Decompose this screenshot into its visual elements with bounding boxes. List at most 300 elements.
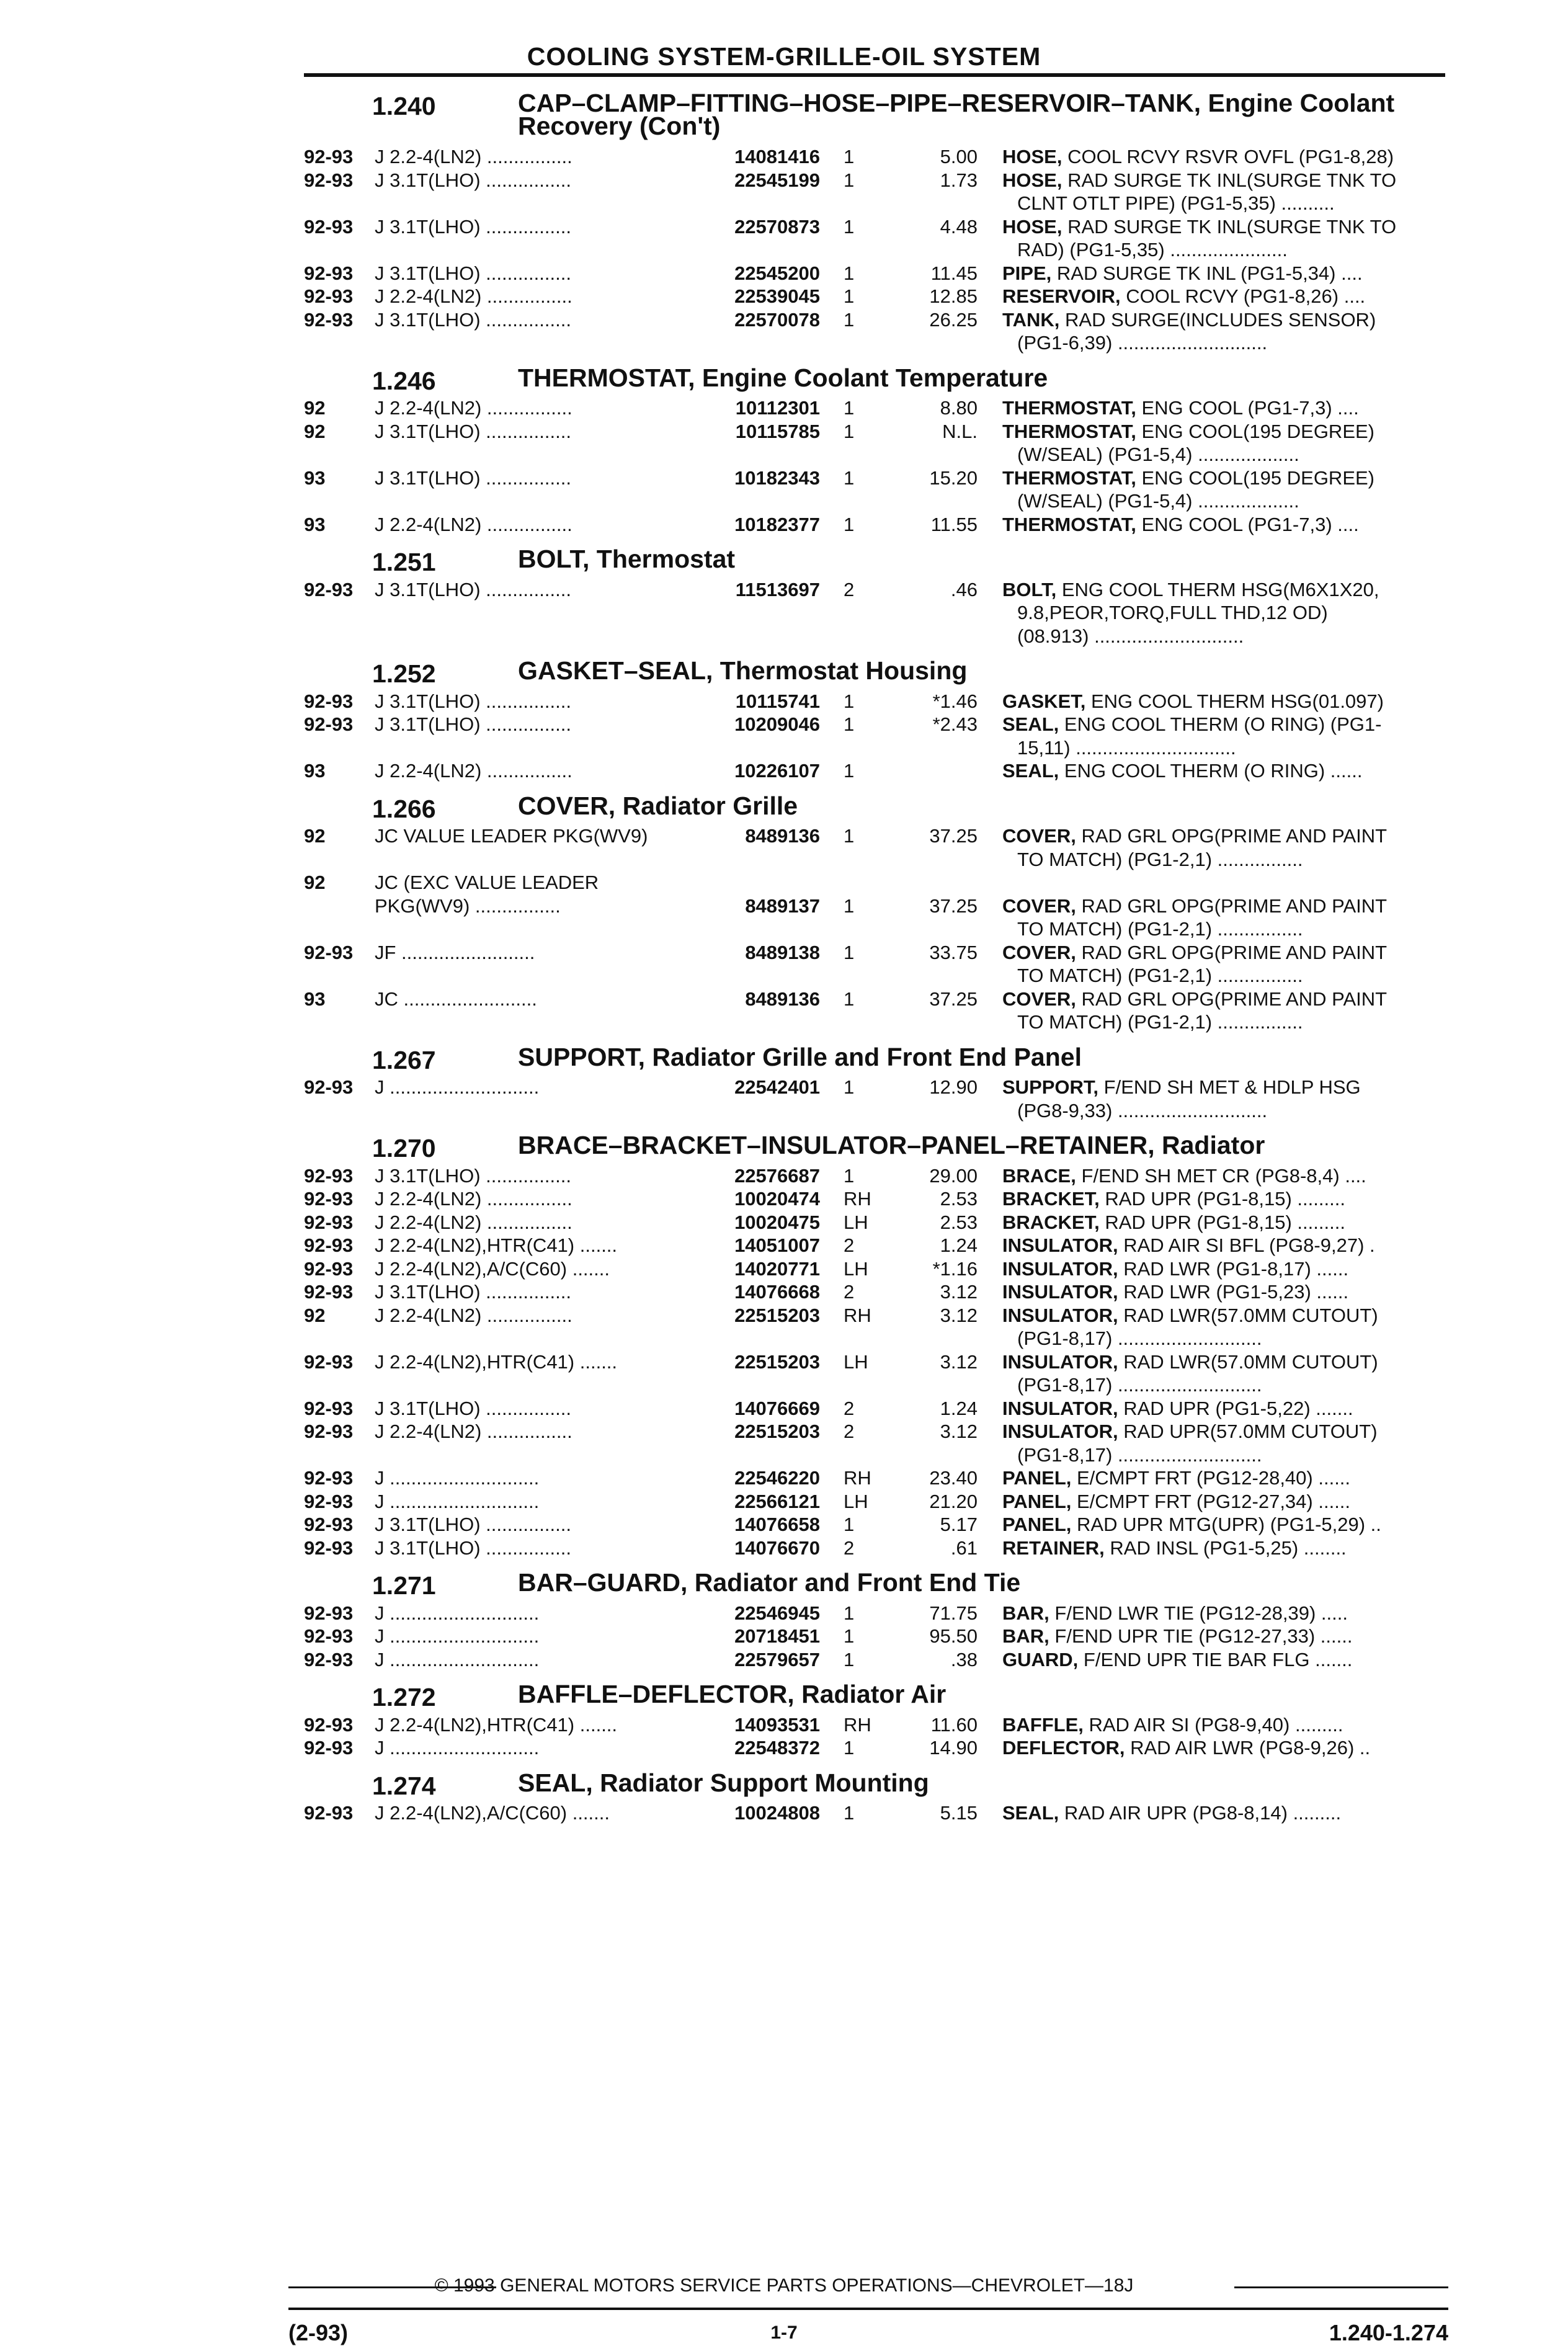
quantity: 1 xyxy=(844,397,855,419)
part-number: 22548372 xyxy=(734,1737,820,1759)
model-year: 93 xyxy=(304,760,326,782)
part-description-keyword: INSULATOR, xyxy=(1002,1421,1118,1442)
price: 23.40 xyxy=(929,1467,978,1489)
price: 3.12 xyxy=(940,1350,978,1373)
part-number: 14076668 xyxy=(734,1281,820,1303)
section-title-line: THERMOSTAT, Engine Coolant Temperature xyxy=(518,363,1048,392)
model-year: 92-93 xyxy=(304,215,354,238)
quantity: 1 xyxy=(844,825,855,847)
price: .61 xyxy=(950,1536,978,1559)
part-description-continued: (PG1-8,17) ........................... xyxy=(1017,1327,1262,1349)
part-description-text: RAD GRL OPG(PRIME AND PAINT xyxy=(1076,941,1388,963)
part-number: 22539045 xyxy=(734,285,820,307)
section-title-line: BAFFLE–DEFLECTOR, Radiator Air xyxy=(518,1680,947,1708)
model-code: J ............................ xyxy=(375,1648,540,1670)
part-description-keyword: COVER, xyxy=(1002,988,1076,1010)
part-description-text: RAD UPR (PG1-8,15) ......... xyxy=(1099,1188,1345,1210)
part-number: 22546220 xyxy=(734,1467,820,1489)
price: 3.12 xyxy=(940,1304,978,1326)
quantity: 2 xyxy=(844,1397,855,1419)
quantity: 2 xyxy=(844,1281,855,1303)
part-description-continued: TO MATCH) (PG1-2,1) ................ xyxy=(1017,918,1303,940)
price: 21.20 xyxy=(929,1490,978,1512)
price: 2.53 xyxy=(940,1211,978,1233)
quantity: 1 xyxy=(844,420,855,442)
part-description-text: RAD UPR MTG(UPR) (PG1-5,29) .. xyxy=(1071,1514,1381,1535)
model-code: J ............................ xyxy=(375,1625,540,1647)
footer-date: (2-93) xyxy=(288,2320,349,2345)
model-year: 92-93 xyxy=(304,1350,354,1373)
price: 37.25 xyxy=(929,988,978,1010)
price: N.L. xyxy=(942,420,978,442)
part-number: 22566121 xyxy=(734,1490,820,1512)
model-code: J 2.2-4(LN2),A/C(C60) ....... xyxy=(375,1257,610,1280)
part-description-keyword: SEAL, xyxy=(1002,760,1059,782)
price: 12.85 xyxy=(929,285,978,307)
section-title xyxy=(518,1568,1021,1597)
quantity: 1 xyxy=(844,690,855,712)
part-number: 22570873 xyxy=(734,215,820,238)
section-title xyxy=(518,545,736,573)
part-description-keyword: THERMOSTAT, xyxy=(1002,397,1136,419)
part-description xyxy=(1002,397,1437,419)
quantity: 1 xyxy=(844,1514,855,1535)
price: 3.12 xyxy=(940,1281,978,1303)
part-description-continued: (PG8-9,33) ............................ xyxy=(1017,1099,1268,1122)
footer-rule-full xyxy=(288,2308,1448,2310)
part-number: 14051007 xyxy=(734,1234,820,1256)
part-description-continued: (W/SEAL) (PG1-5,4) ................... xyxy=(1017,490,1299,512)
section-number: 1.266 xyxy=(372,794,436,823)
model-code: J 2.2-4(LN2),HTR(C41) ....... xyxy=(375,1350,618,1373)
model-code: J 3.1T(LHO) ................ xyxy=(375,169,571,191)
price: 14.90 xyxy=(929,1737,978,1759)
model-year: 92-93 xyxy=(304,1397,354,1419)
part-description-text: RAD SURGE(INCLUDES SENSOR) xyxy=(1059,308,1376,331)
part-description-keyword: BAFFLE, xyxy=(1002,1713,1084,1736)
section-number: 1.271 xyxy=(372,1571,436,1600)
section-title-line: SEAL, Radiator Support Mounting xyxy=(518,1768,929,1797)
model-code: J 3.1T(LHO) ................ xyxy=(375,1397,571,1419)
price: 26.25 xyxy=(929,308,978,331)
price: .46 xyxy=(950,578,978,600)
part-description-continued: (PG1-8,17) ........................... xyxy=(1017,1443,1262,1466)
model-code: J 2.2-4(LN2) ................ xyxy=(375,1188,572,1210)
model-year: 92-93 xyxy=(304,1713,354,1736)
footer-page-number: 1-7 xyxy=(770,2322,798,2343)
part-description-continued: TO MATCH) (PG1-2,1) ................ xyxy=(1017,848,1303,870)
part-description-text: RAD AIR LWR (PG8-9,26) .. xyxy=(1125,1737,1371,1759)
quantity: 2 xyxy=(844,578,855,600)
model-code: J 3.1T(LHO) ................ xyxy=(375,1281,571,1303)
part-description-keyword: SEAL, xyxy=(1002,1802,1059,1824)
section-title xyxy=(518,1042,1082,1071)
quantity: 1 xyxy=(844,1076,855,1098)
quantity: 1 xyxy=(844,1625,855,1647)
part-description-text: RAD LWR(57.0MM CUTOUT) xyxy=(1118,1350,1378,1373)
model-year: 92-93 xyxy=(304,1648,354,1670)
section-title xyxy=(518,89,1395,140)
model-year: 92-93 xyxy=(304,1536,354,1559)
part-description-keyword: PANEL, xyxy=(1002,1490,1072,1512)
price: 8.80 xyxy=(940,397,978,419)
section-title xyxy=(518,1680,947,1708)
part-description-keyword: GASKET, xyxy=(1002,690,1086,712)
part-description-text: ENG COOL(195 DEGREE) xyxy=(1136,466,1374,489)
part-description-keyword: BRACKET, xyxy=(1002,1188,1100,1210)
part-description-keyword: HOSE, xyxy=(1002,146,1062,167)
part-number: 22546945 xyxy=(734,1602,820,1624)
footer-section-range: 1.240-1.274 xyxy=(1329,2320,1448,2345)
part-description xyxy=(1002,216,1437,238)
quantity: 2 xyxy=(844,1421,855,1442)
part-description-continued: (08.913) ............................ xyxy=(1017,625,1244,647)
part-description xyxy=(1002,760,1437,782)
model-year: 92-93 xyxy=(304,1737,354,1759)
part-description-keyword: BOLT, xyxy=(1002,578,1057,600)
quantity: 2 xyxy=(844,1536,855,1559)
quantity: 1 xyxy=(844,1602,855,1624)
model-year: 92-93 xyxy=(304,169,354,191)
model-code: J 2.2-4(LN2) ................ xyxy=(375,397,572,419)
part-description-text: RAD LWR (PG1-5,23) ...... xyxy=(1118,1281,1349,1303)
price: 5.00 xyxy=(940,146,978,167)
model-code: J 3.1T(LHO) ................ xyxy=(375,713,571,735)
part-description-keyword: COVER, xyxy=(1002,825,1076,847)
part-description xyxy=(1002,262,1437,285)
price: *2.43 xyxy=(932,713,978,735)
part-number: 8489136 xyxy=(745,988,820,1010)
part-description xyxy=(1002,1514,1437,1536)
section-title-line: BRACE–BRACKET–INSULATOR–PANEL–RETAINER, Radiator xyxy=(518,1131,1265,1159)
part-description xyxy=(1002,1165,1437,1187)
part-description-text: COOL RCVY (PG1-8,26) .... xyxy=(1120,285,1366,307)
section-number: 1.251 xyxy=(372,548,436,576)
part-description-keyword: BRACKET, xyxy=(1002,1211,1100,1233)
part-number: 14081416 xyxy=(734,146,820,167)
section-number: 1.267 xyxy=(372,1045,436,1074)
quantity: LH xyxy=(844,1490,868,1512)
part-description-keyword: PANEL, xyxy=(1002,1514,1072,1535)
model-code: JF ......................... xyxy=(375,941,535,963)
part-number: 20718451 xyxy=(734,1625,820,1647)
model-year: 92-93 xyxy=(304,941,354,963)
model-code: J 2.2-4(LN2),HTR(C41) ....... xyxy=(375,1713,618,1736)
part-description-keyword: COVER, xyxy=(1002,941,1076,963)
part-number: 10115741 xyxy=(735,690,820,712)
part-description-text: RAD INSL (PG1-5,25) ........ xyxy=(1104,1536,1347,1559)
part-description xyxy=(1002,579,1437,601)
model-code: J ............................ xyxy=(375,1602,540,1624)
quantity: LH xyxy=(844,1350,868,1373)
model-code: J 3.1T(LHO) ................ xyxy=(375,690,571,712)
part-number: 22579657 xyxy=(734,1648,820,1670)
model-year: 92 xyxy=(304,872,326,893)
model-code: J 3.1T(LHO) ................ xyxy=(375,215,571,238)
part-description xyxy=(1002,421,1437,443)
price: 37.25 xyxy=(929,825,978,847)
model-year: 92-93 xyxy=(304,1257,354,1280)
model-code: J 3.1T(LHO) ................ xyxy=(375,1514,571,1535)
part-number: 14076658 xyxy=(734,1514,820,1535)
part-description-text: ENG COOL THERM (O RING) ...... xyxy=(1059,760,1363,782)
model-year: 92-93 xyxy=(304,308,354,331)
part-description-keyword: INSULATOR, xyxy=(1002,1304,1118,1326)
part-description xyxy=(1002,1076,1437,1099)
part-description xyxy=(1002,1737,1437,1759)
part-description-keyword: THERMOSTAT, xyxy=(1002,466,1136,489)
model-code: J 3.1T(LHO) ................ xyxy=(375,420,571,442)
model-year: 92-93 xyxy=(304,1164,354,1187)
model-year: 92 xyxy=(304,397,326,419)
price: 29.00 xyxy=(929,1164,978,1187)
section-number: 1.240 xyxy=(372,92,436,120)
section-title-line: BAR–GUARD, Radiator and Front End Tie xyxy=(518,1568,1021,1597)
section-number: 1.252 xyxy=(372,659,436,688)
model-year: 93 xyxy=(304,466,326,489)
model-year: 92-93 xyxy=(304,1281,354,1303)
part-description-text: ENG COOL (PG1-7,3) .... xyxy=(1136,513,1359,535)
part-description-keyword: GUARD, xyxy=(1002,1648,1079,1670)
part-description-text: RAD AIR UPR (PG8-8,14) ......... xyxy=(1059,1802,1342,1824)
part-description-keyword: COVER, xyxy=(1002,894,1076,917)
model-year: 92-93 xyxy=(304,1802,354,1824)
model-code: J 3.1T(LHO) ................ xyxy=(375,308,571,331)
part-description xyxy=(1002,1537,1437,1559)
part-description xyxy=(1002,1421,1437,1443)
quantity: 1 xyxy=(844,894,855,917)
part-description-keyword: INSULATOR, xyxy=(1002,1257,1118,1280)
price: 1.24 xyxy=(940,1397,978,1419)
part-description-text: RAD GRL OPG(PRIME AND PAINT xyxy=(1076,825,1388,847)
part-description-text: E/CMPT FRT (PG12-28,40) ...... xyxy=(1071,1467,1351,1489)
part-number: 10182377 xyxy=(734,513,820,535)
part-number: 11513697 xyxy=(735,578,820,600)
price: 1.73 xyxy=(940,169,978,191)
part-description-continued: 15,11) .............................. xyxy=(1017,736,1236,759)
part-description xyxy=(1002,1625,1437,1648)
part-description-keyword: BAR, xyxy=(1002,1625,1049,1647)
part-description-continued: 9.8,PEOR,TORQ,FULL THD,12 OD) xyxy=(1017,602,1328,623)
part-description xyxy=(1002,988,1437,1010)
footer-copyright: © 1993 GENERAL MOTORS SERVICE PARTS OPERATIONS—CHEVROLET—18J xyxy=(434,2275,1134,2296)
quantity: 1 xyxy=(844,760,855,782)
part-description-continued: RAD) (PG1-5,35) ...................... xyxy=(1017,239,1288,261)
part-description-keyword: INSULATOR, xyxy=(1002,1234,1118,1256)
part-number: 22515203 xyxy=(734,1421,820,1442)
part-description-keyword: RETAINER, xyxy=(1002,1536,1105,1559)
section-title-line: SUPPORT, Radiator Grille and Front End Panel xyxy=(518,1042,1082,1071)
price: 71.75 xyxy=(929,1602,978,1624)
part-number: 22542401 xyxy=(734,1076,820,1098)
part-description-text: ENG COOL THERM HSG(01.097) xyxy=(1085,690,1384,712)
part-description-keyword: DEFLECTOR, xyxy=(1002,1737,1125,1759)
part-number: 14093531 xyxy=(734,1713,820,1736)
model-code: JC (EXC VALUE LEADER xyxy=(375,872,599,893)
model-year: 93 xyxy=(304,513,326,535)
model-code: J ............................ xyxy=(375,1490,540,1512)
model-year: 92-93 xyxy=(304,1234,354,1256)
section-title-line: GASKET–SEAL, Thermostat Housing xyxy=(518,656,968,685)
part-description-text: RAD AIR SI BFL (PG8-9,27) . xyxy=(1118,1234,1375,1256)
part-description-keyword: BRACE, xyxy=(1002,1164,1076,1187)
section-title-line: Recovery (Con't) xyxy=(518,112,721,140)
model-year: 92 xyxy=(304,825,326,847)
part-number: 8489138 xyxy=(745,941,820,963)
section-title xyxy=(518,791,798,820)
part-description-text: ENG COOL THERM HSG(M6X1X20, xyxy=(1056,578,1379,600)
part-description-text: RAD LWR (PG1-8,17) ...... xyxy=(1118,1257,1349,1280)
model-code: J 2.2-4(LN2) ................ xyxy=(375,1421,572,1442)
part-description-keyword: INSULATOR, xyxy=(1002,1281,1118,1303)
section-title xyxy=(518,1768,929,1797)
page-header-title: COOLING SYSTEM-GRILLE-OIL SYSTEM xyxy=(527,42,1041,71)
price: 3.12 xyxy=(940,1421,978,1442)
part-description-text: RAD LWR(57.0MM CUTOUT) xyxy=(1118,1304,1378,1326)
part-description xyxy=(1002,1802,1437,1824)
part-description-text: ENG COOL (PG1-7,3) .... xyxy=(1136,397,1359,419)
model-year: 92-93 xyxy=(304,262,354,284)
quantity: LH xyxy=(844,1257,868,1280)
model-code: JC VALUE LEADER PKG(WV9) xyxy=(375,825,648,847)
part-description-keyword: BAR, xyxy=(1002,1602,1049,1624)
part-description-keyword: SEAL, xyxy=(1002,713,1059,735)
price: 2.53 xyxy=(940,1188,978,1210)
part-description-keyword: THERMOSTAT, xyxy=(1002,420,1136,442)
model-year: 92-93 xyxy=(304,578,354,600)
section-title xyxy=(518,1131,1265,1159)
part-description-continued: CLNT OTLT PIPE) (PG1-5,35) .......... xyxy=(1017,192,1335,214)
part-description xyxy=(1002,690,1437,713)
model-code: J 2.2-4(LN2),A/C(C60) ....... xyxy=(375,1802,610,1824)
price: 15.20 xyxy=(929,466,978,489)
price: 37.25 xyxy=(929,894,978,917)
part-number: 8489136 xyxy=(745,825,820,847)
part-number: 14076669 xyxy=(734,1397,820,1419)
model-code: J 2.2-4(LN2) ................ xyxy=(375,1304,572,1326)
section-title xyxy=(518,656,968,685)
part-description-text: F/END SH MET CR (PG8-8,4) .... xyxy=(1076,1164,1366,1187)
model-year: 92-93 xyxy=(304,146,354,167)
model-code: J 3.1T(LHO) ................ xyxy=(375,578,571,600)
quantity: 1 xyxy=(844,466,855,489)
price: 33.75 xyxy=(929,941,978,963)
part-description-text: RAD UPR (PG1-5,22) ....... xyxy=(1118,1397,1353,1419)
part-description-text: RAD AIR SI (PG8-9,40) ......... xyxy=(1083,1713,1343,1736)
part-description-keyword: INSULATOR, xyxy=(1002,1350,1118,1373)
part-number: 10226107 xyxy=(734,760,820,782)
model-year: 92-93 xyxy=(304,1625,354,1647)
model-code: J 2.2-4(LN2) ................ xyxy=(375,285,572,307)
part-description xyxy=(1002,1491,1437,1513)
model-code: J ............................ xyxy=(375,1737,540,1759)
part-number: 10024808 xyxy=(734,1802,820,1824)
part-description xyxy=(1002,1234,1437,1257)
quantity: RH xyxy=(844,1188,871,1210)
price: .38 xyxy=(950,1648,978,1670)
part-number: 8489137 xyxy=(745,894,820,917)
model-year: 92-93 xyxy=(304,285,354,307)
part-description-text: RAD SURGE TK INL (PG1-5,34) .... xyxy=(1051,262,1363,284)
part-description-keyword: INSULATOR, xyxy=(1002,1397,1118,1419)
quantity: 1 xyxy=(844,215,855,238)
quantity: 1 xyxy=(844,285,855,307)
quantity: 1 xyxy=(844,713,855,735)
quantity: 1 xyxy=(844,1737,855,1759)
section-number: 1.270 xyxy=(372,1134,436,1162)
part-description xyxy=(1002,285,1437,308)
section-title-line: BOLT, Thermostat xyxy=(518,545,736,573)
price: 4.48 xyxy=(940,215,978,238)
model-year: 92-93 xyxy=(304,1211,354,1233)
header-rule xyxy=(304,73,1445,77)
model-code: J 2.2-4(LN2) ................ xyxy=(375,1211,572,1233)
quantity: RH xyxy=(844,1467,871,1489)
part-description xyxy=(1002,713,1437,736)
model-code: J 2.2-4(LN2),HTR(C41) ....... xyxy=(375,1234,618,1256)
model-code: J 2.2-4(LN2) ................ xyxy=(375,513,572,535)
part-description xyxy=(1002,1467,1437,1489)
model-year: 92-93 xyxy=(304,1188,354,1210)
part-description-text: RAD GRL OPG(PRIME AND PAINT xyxy=(1076,894,1388,917)
part-number: 10020475 xyxy=(734,1211,820,1233)
part-number: 22545200 xyxy=(734,262,820,284)
part-description-continued: (W/SEAL) (PG1-5,4) ................... xyxy=(1017,444,1299,465)
price: *1.16 xyxy=(932,1257,978,1280)
model-code: J 3.1T(LHO) ................ xyxy=(375,466,571,489)
part-description xyxy=(1002,146,1437,168)
model-year: 92-93 xyxy=(304,1602,354,1624)
part-description xyxy=(1002,1258,1437,1280)
part-description-text: E/CMPT FRT (PG12-27,34) ...... xyxy=(1071,1490,1351,1512)
part-description-text: ENG COOL THERM (O RING) (PG1- xyxy=(1059,713,1382,735)
model-code: J 3.1T(LHO) ................ xyxy=(375,262,571,284)
part-description-text: F/END UPR TIE BAR FLG ....... xyxy=(1078,1648,1353,1670)
part-description-text: RAD UPR (PG1-8,15) ......... xyxy=(1099,1211,1345,1233)
part-description-text: F/END SH MET & HDLP HSG xyxy=(1098,1076,1361,1098)
part-number: 14076670 xyxy=(734,1536,820,1559)
quantity: 1 xyxy=(844,308,855,331)
quantity: 1 xyxy=(844,1164,855,1187)
part-number: 10112301 xyxy=(735,397,820,419)
part-description xyxy=(1002,467,1437,489)
part-description-text: RAD UPR(57.0MM CUTOUT) xyxy=(1118,1421,1378,1442)
model-year: 92-93 xyxy=(304,690,354,712)
part-description-keyword: PIPE, xyxy=(1002,262,1052,284)
part-description-continued: TO MATCH) (PG1-2,1) ................ xyxy=(1017,1011,1303,1033)
part-description xyxy=(1002,895,1437,917)
part-description xyxy=(1002,1281,1437,1303)
price: 5.15 xyxy=(940,1802,978,1824)
quantity: 1 xyxy=(844,513,855,535)
section-title-line: CAP–CLAMP–FITTING–HOSE–PIPE–RESERVOIR–TANK, Engine Coolant xyxy=(518,89,1395,117)
part-number: 22515203 xyxy=(734,1304,820,1326)
part-description xyxy=(1002,1211,1437,1234)
model-code: J 2.2-4(LN2) ................ xyxy=(375,760,572,782)
part-number: 10020474 xyxy=(734,1188,820,1210)
part-description xyxy=(1002,1602,1437,1625)
quantity: 1 xyxy=(844,988,855,1010)
part-number: 10115785 xyxy=(735,420,820,442)
part-description xyxy=(1002,1714,1437,1736)
part-number: 22576687 xyxy=(734,1164,820,1187)
quantity: RH xyxy=(844,1304,871,1326)
model-year: 92-93 xyxy=(304,1514,354,1535)
model-code: PKG(WV9) ................ xyxy=(375,894,561,917)
part-number: 22545199 xyxy=(734,169,820,191)
part-description-keyword: THERMOSTAT, xyxy=(1002,513,1136,535)
part-description-text: ENG COOL(195 DEGREE) xyxy=(1136,420,1374,442)
